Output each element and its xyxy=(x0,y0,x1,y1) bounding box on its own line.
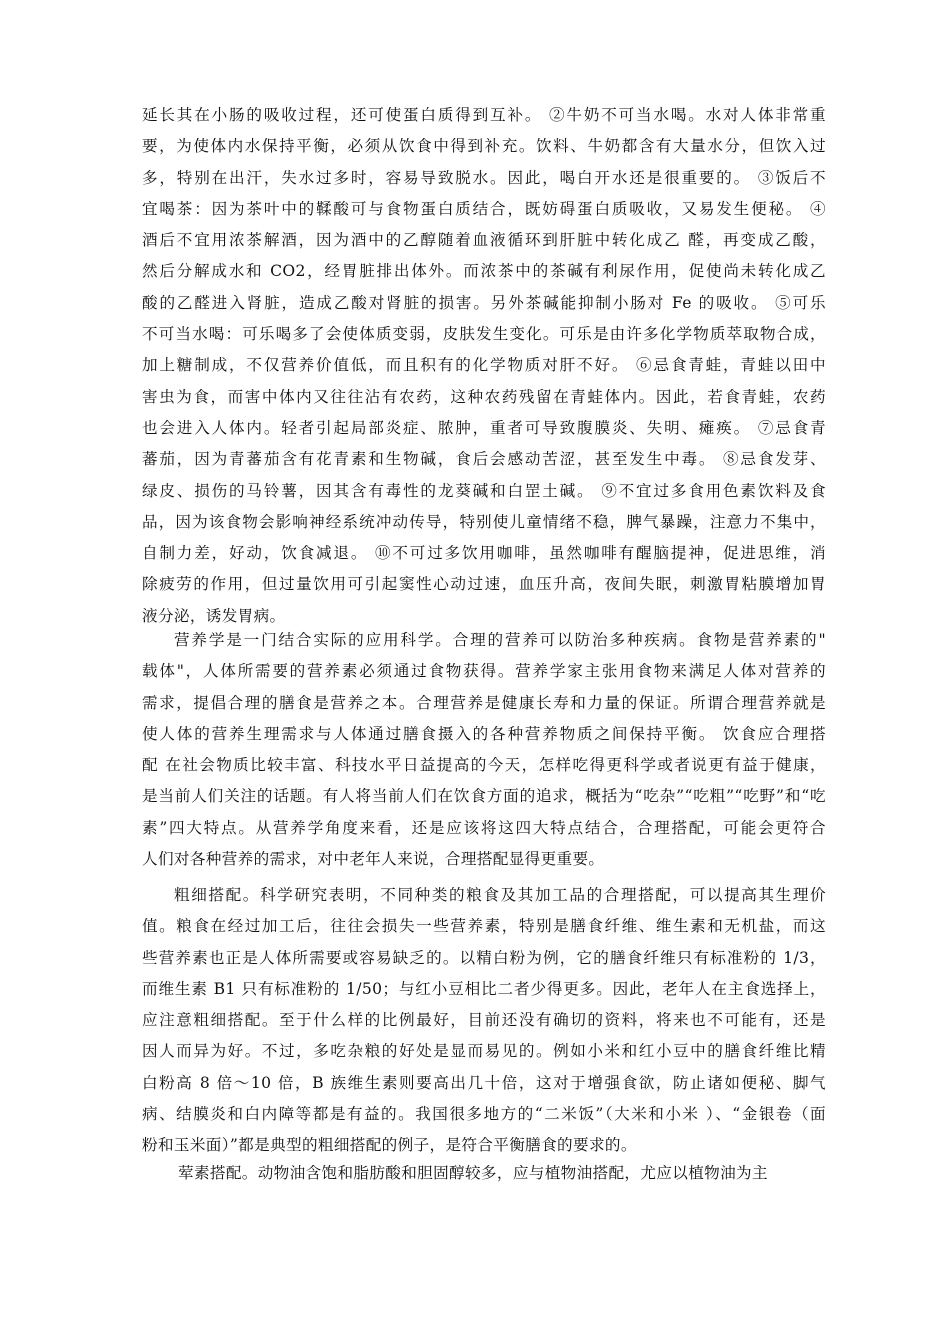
paragraph-coarse-fine-grains xyxy=(142,880,826,1162)
text-line: 配 在社会物质比较丰富、科技水平日益提高的今天，怎样吃得更科学或者说更有益于健康， xyxy=(142,756,826,775)
paragraph-diet-taboos xyxy=(142,100,826,632)
text-line: 荤素搭配。动物油含饱和脂肪酸和胆固醇较多，应与植物油搭配，尤应以植物油为主 xyxy=(178,1164,768,1182)
text-line: 而维生素 B1 只有标准粉的 1/50；与红小豆相比二者少得更多。因此，老年人在主食选择上， xyxy=(142,979,826,998)
paragraph-meat-vegetable xyxy=(142,1158,826,1189)
text-line: 粉和玉米面）”都是典型的粗细搭配的例子，是符合平衡膳食的要求的。 xyxy=(142,1136,637,1155)
text-line: 蕃茄，因为青蕃茄含有花青素和生物碱，食后会感动苦涩，甚至发生中毒。 ⑧忌食发芽、 xyxy=(142,450,826,469)
paragraph-nutrition-science xyxy=(142,625,826,875)
text-line: 加上糖制成，不仅营养价值低，而且积有的化学物质对肝不好。 ⑥忌食青蛙，青蛙以田中 xyxy=(142,356,826,375)
text-line: 绿皮、损伤的马铃薯，因其含有毒性的龙葵碱和白罡土碱。 ⑨不宜过多食用色素饮料及食 xyxy=(142,481,826,500)
text-line: 酸的乙醛进入肾脏，造成乙酸对肾脏的损害。另外茶碱能抑制小肠对 Fe 的吸收。 ⑤可乐 xyxy=(142,293,826,312)
text-line: 除疲劳的作用，但过量饮用可引起窦性心动过速，血压升高，夜间失眠，刺激胃粘膜增加胃 xyxy=(142,575,826,594)
text-line: 不可当水喝：可乐喝多了会使体质变弱，皮肤发生变化。可乐是由许多化学物质萃取物合成， xyxy=(142,325,826,344)
text-line: 要，为使体内水保持平衡，必须从饮食中得到补充。饮料、牛奶都含有大量水分，但饮入过 xyxy=(142,137,826,156)
text-line: 应注意粗细搭配。至于什么样的比例最好，目前还没有确切的资料，将来也不可能有，还是 xyxy=(142,1011,826,1030)
text-line: 也会进入人体内。轻者引起局部炎症、脓肿，重者可导致腹膜炎、失明、瘫痪。 ⑦忌食青 xyxy=(142,418,826,437)
text-line: 延长其在小肠的吸收过程，还可使蛋白质得到互补。 ②牛奶不可当水喝。水对人体非常重 xyxy=(142,106,826,124)
text-line: 使人体的营养生理需求与人体通过膳食摄入的各种营养物质之间保持平衡。 饮食应合理搭 xyxy=(142,724,826,743)
text-line: 粗细搭配。科学研究表明，不同种类的粮食及其加工品的合理搭配，可以提高其生理价 xyxy=(174,886,826,904)
text-line: 宜喝茶：因为茶叶中的鞣酸可与食物蛋白质结合，既妨碍蛋白质吸收，又易发生便秘。 ④ xyxy=(142,199,826,218)
text-line: 害虫为食，而害中体内又往往沾有农药，这种农药残留在青蛙体内。因此，若食青蛙，农药 xyxy=(142,387,826,406)
text-line: 多，特别在出汗，失水过多时，容易导致脱水。因此，喝白开水还是很重要的。 ③饭后不 xyxy=(142,168,826,187)
text-line: 载体"，人体所需要的营养素必须通过食物获得。营养学家主张用食物来满足人体对营养的 xyxy=(142,662,826,681)
text-line: 液分泌，诱发胃病。 xyxy=(142,606,286,625)
text-line: 病、结膜炎和白内障等都是有益的。我国很多地方的“二米饭”（大米和小米 ）、“金银卷（面 xyxy=(142,1105,826,1124)
text-line: 因人而异为好。不过，多吃杂粮的好处是显而易见的。例如小米和红小豆中的膳食纤维比精 xyxy=(142,1042,826,1061)
text-line: 素”四大特点。从营养学角度来看，还是应该将这四大特点结合，合理搭配，可能会更符合 xyxy=(142,818,826,837)
text-line: 些营养素也正是人体所需要或容易缺乏的。以精白粉为例，它的膳食纤维只有标准粉的 1/3， xyxy=(142,948,826,967)
text-line: 酒后不宜用浓茶解酒，因为酒中的乙醇随着血液循环到肝脏中转化成乙 醛，再变成乙酸， xyxy=(142,231,826,250)
text-line: 白粉高 8 倍～10 倍，B 族维生素则要高出几十倍，这对于增强食欲，防止诸如便秘、脚气 xyxy=(142,1073,826,1092)
text-line: 营养学是一门结合实际的应用科学。合理的营养可以防治多种疾病。食物是营养素的" xyxy=(174,631,826,649)
text-line: 值。粮食在经过加工后，往往会损失一些营养素，特别是膳食纤维、维生素和无机盐，而这 xyxy=(142,917,826,936)
text-line: 是当前人们关注的话题。有人将当前人们在饮食方面的追求，概括为“吃杂”“吃粗”“吃野”和“吃 xyxy=(142,787,826,806)
text-line: 需求，提倡合理的膳食是营养之本。合理营养是健康长寿和力量的保证。所谓合理营养就是 xyxy=(142,693,826,712)
text-line: 然后分解成水和 CO2，经胃脏排出体外。而浓茶中的茶碱有利尿作用，促使尚未转化成乙 xyxy=(142,262,826,281)
text-line: 品，因为该食物会影响神经系统冲动传导，特别使儿童情绪不稳，脾气暴躁，注意力不集中， xyxy=(142,512,826,531)
text-line: 人们对各种营养的需求，对中老年人来说，合理搭配显得更重要。 xyxy=(142,850,605,869)
text-line: 自制力差，好动，饮食减退。 ⑩不可过多饮用咖啡，虽然咖啡有醒脑提神，促进思维，消 xyxy=(142,544,826,563)
